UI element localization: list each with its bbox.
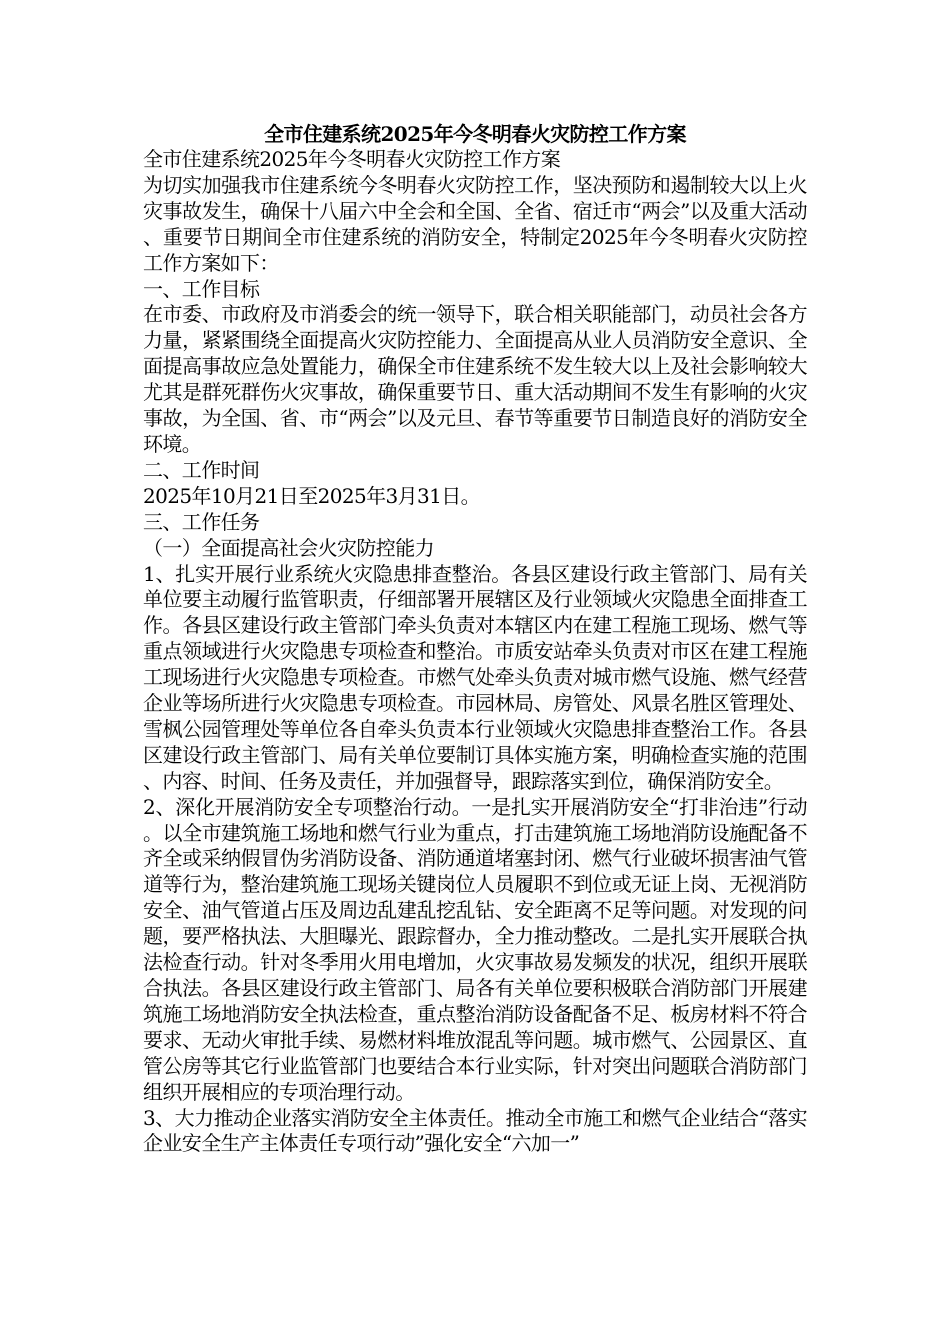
subtitle-paragraph: 全市住建系统2025年今冬明春火灾防控工作方案 [143,147,561,171]
task-paragraph-1: 1、扎实开展行业系统火灾隐患排查整治。各县区建设行政主管部门、局有关单位要主动履行监管职责，仔细部署开展辖区及行业领域火灾隐患全面排查工作。各县区建设行政主管部门牵头负责对本辖区内在建工程施工现场、燃气等重点领域进行火灾隐患专项检查和整治。市质安站牵头负责对市区在建工程施工现场进行火灾隐患专项检查。市燃气处牵头负责对城市燃气设施、燃气经营企业等场所进行火灾隐患专项检查。市园林局、房管处、风景名胜区管理处、雪枫公园管理处等单位各自牵头负责本行业领域火灾隐患排查整治工作。各县区建设行政主管部门、局有关单位要制订具体实施方案，明确检查实施的范围、内容、时间、任务及责任，并加强督导，跟踪落实到位，确保消防安全。 [143,561,807,793]
task-paragraph-2: 2、深化开展消防安全专项整治行动。一是扎实开展消防安全“打非治违”行动。以全市建筑施工场地和燃气行业为重点，打击建筑施工场地消防设施配备不齐全或采纳假冒伪劣消防设备、消防通道堵塞封闭、燃气行业破坏损害油气管道等行为，整治建筑施工现场关键岗位人员履职不到位或无证上岗、无视消防安全、油气管道占压及周边乱建乱挖乱钻、安全距离不足等问题。对发现的问题，要严格执法、大胆曝光、跟踪督办，全力推动整改。二是扎实开展联合执法检查行动。针对冬季用火用电增加，火灾事故易发频发的状况，组织开展联合执法。各县区建设行政主管部门、局各有关单位要积极联合消防部门开展建筑施工场地消防安全执法检查，重点整治消防设备配备不足、板房材料不符合要求、无动火审批手续、易燃材料堆放混乱等问题。城市燃气、公园景区、直管公房等其它行业监管部门也要结合本行业实际，针对突出问题联合消防部门组织开展相应的专项治理行动。 [143,794,807,1104]
document-page [143,121,807,1157]
time-paragraph: 2025年10月21日至2025年3月31日。 [143,483,481,508]
document-title: 全市住建系统2025年今冬明春火灾防控工作方案 [264,122,686,146]
section-heading-goals: 一、工作目标 [143,276,260,301]
intro-paragraph: 为切实加强我市住建系统今冬明春火灾防控工作，坚决预防和遏制较大以上火灾事故发生，确保十八届六中全会和全国、全省、宿迁市“两会”以及重大活动、重要节日期间全市住建系统的消防安全，特制定2025年今冬明春火灾防控工作方案如下： [143,172,807,275]
section-heading-tasks: 三、工作任务 [143,509,260,534]
task-paragraph-3: 3、大力推动企业落实消防安全主体责任。推动全市施工和燃气企业结合“落实企业安全生产主体责任专项行动”强化安全“六加一” [143,1105,807,1156]
subsection-heading-1: （一）全面提高社会火灾防控能力 [143,535,434,560]
goals-paragraph: 在市委、市政府及市消委会的统一领导下，联合相关职能部门，动员社会各方力量，紧紧围绕全面提高火灾防控能力、全面提高从业人员消防安全意识、全面提高事故应急处置能力，确保全市住建系统不发生较大以上及社会影响较大尤其是群死群伤火灾事故，确保重要节日、重大活动期间不发生有影响的火灾事故，为全国、省、市“两会”以及元旦、春节等重要节日制造良好的消防安全环境。 [143,302,807,456]
section-heading-time: 二、工作时间 [143,457,260,482]
